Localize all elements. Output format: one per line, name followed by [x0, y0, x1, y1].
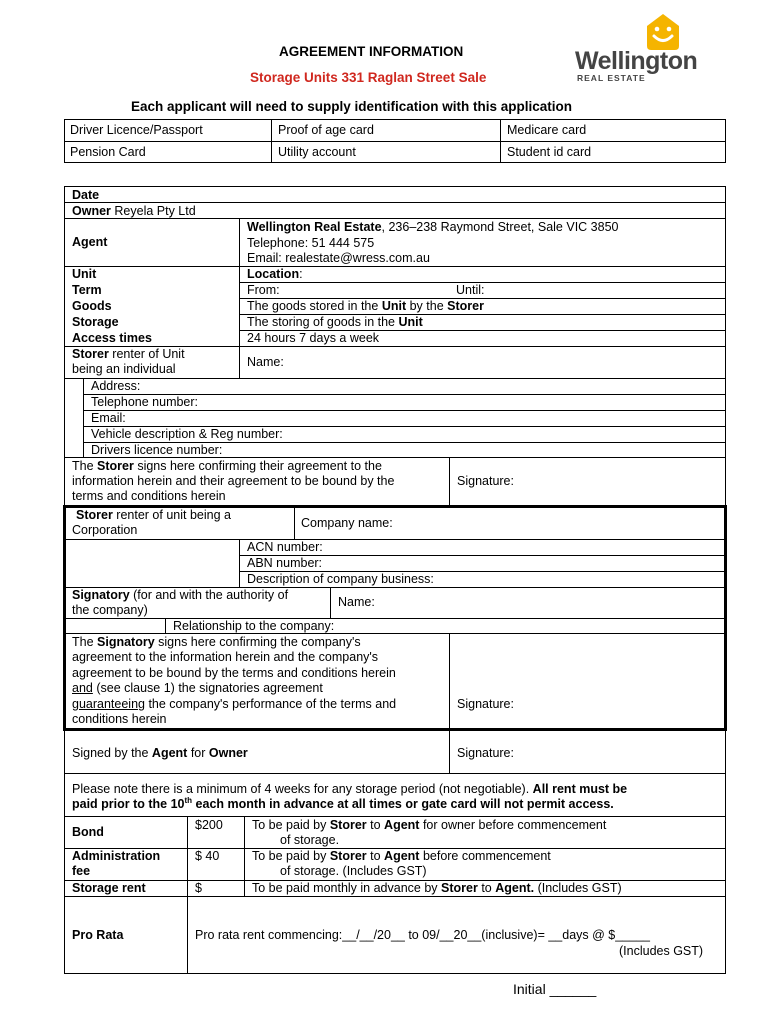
- signatory-desc: the company): [72, 603, 148, 617]
- until-field[interactable]: Until:: [456, 283, 485, 297]
- storage-text: The storing of goods in the Unit: [247, 315, 423, 329]
- vehicle-field[interactable]: Vehicle description & Reg number:: [91, 427, 283, 441]
- storer-sign-text-2: information herein and their agreement to be bound by the: [72, 474, 395, 488]
- admin-text: To be paid by Storer to Agent before commencement: [252, 849, 551, 863]
- rent-text: To be paid monthly in advance by Storer to Agent. (Includes GST): [252, 881, 622, 895]
- id-cell: Driver Licence/Passport: [70, 123, 203, 137]
- storer-sign-text-3: terms and conditions herein: [72, 489, 226, 503]
- admin-amount: $ 40: [195, 849, 220, 863]
- agent-email: Email: realestate@wress.com.au: [247, 251, 430, 265]
- id-cell: Student id card: [507, 145, 592, 159]
- agent-signature-field[interactable]: Signature:: [457, 746, 514, 760]
- signatory-sign-text-2: agreement to the information herein and the company's: [72, 650, 379, 664]
- term-label: Term: [72, 283, 102, 297]
- agent-phone: Telephone: 51 444 575: [247, 236, 375, 250]
- bond-amount: $200: [195, 818, 223, 832]
- agent-sign-text: Signed by the Agent for Owner: [72, 746, 248, 760]
- fees-note-2: paid prior to the 10th each month in advance at all times or gate card will not permit access.: [72, 795, 614, 811]
- storer-desc: being an individual: [72, 362, 176, 376]
- signatory-sign-text-4: and (see clause 1) the signatories agreement: [72, 681, 323, 695]
- id-cell: Utility account: [278, 145, 356, 159]
- company-name-field[interactable]: Company name:: [301, 516, 393, 530]
- id-heading: Each applicant will need to supply identification with this application: [131, 99, 573, 114]
- id-cell: Medicare card: [507, 123, 587, 137]
- rent-amount[interactable]: $: [195, 881, 202, 895]
- rent-label: Storage rent: [72, 881, 146, 895]
- from-field[interactable]: From:: [247, 283, 280, 297]
- prorata-gst: (Includes GST): [619, 944, 704, 958]
- logo-wordmark: Wellington: [575, 47, 698, 75]
- id-cell: Proof of age card: [278, 123, 374, 137]
- storer-sign-text: The Storer signs here confirming their agreement to the: [72, 459, 382, 473]
- agent-label: Agent: [72, 235, 108, 249]
- logo-subtext: REAL ESTATE: [577, 73, 646, 83]
- storage-label: Storage: [72, 315, 119, 329]
- logo-badge-icon: [643, 12, 683, 52]
- bond-text-2: of storage.: [280, 833, 340, 847]
- telephone-field[interactable]: Telephone number:: [91, 395, 199, 409]
- prorata-field[interactable]: Pro rata rent commencing:__/__/20__ to 09/__20__(inclusive)= __days @ $_____: [195, 928, 650, 942]
- location-field[interactable]: Location:: [247, 267, 303, 281]
- id-cell: Pension Card: [70, 145, 146, 159]
- unit-label: Unit: [72, 267, 97, 281]
- agent-details: Wellington Real Estate, 236–238 Raymond Street, Sale VIC 3850: [247, 220, 619, 234]
- signatory-label: Signatory (for and with the authority of: [72, 588, 289, 602]
- date-label: Date: [72, 188, 100, 202]
- signatory-sign-text-6: conditions herein: [72, 712, 167, 726]
- goods-text: The goods stored in the Unit by the Storer: [247, 299, 484, 313]
- corp-storer-label: Storer renter of unit being a: [76, 508, 231, 522]
- storer-signature-field[interactable]: Signature:: [457, 474, 514, 488]
- fees-note: Please note there is a minimum of 4 weeks for any storage period (not negotiable). All rent must be: [72, 782, 628, 796]
- business-field[interactable]: Description of company business:: [247, 572, 434, 586]
- licence-field[interactable]: Drivers licence number:: [91, 443, 223, 457]
- abn-field[interactable]: ABN number:: [247, 556, 323, 570]
- access-label: Access times: [72, 331, 152, 345]
- storer-label: Storer renter of Unit: [72, 347, 185, 361]
- bond-label: Bond: [72, 825, 104, 839]
- initial-field[interactable]: Initial ______: [513, 981, 597, 997]
- signatory-sign-text-5: guaranteeing the company's performance of the terms and: [72, 697, 397, 711]
- page-subtitle: Storage Units 331 Raglan Street Sale: [250, 70, 487, 85]
- storer-name-field[interactable]: Name:: [247, 355, 284, 369]
- admin-label-2: fee: [72, 864, 91, 878]
- prorata-label: Pro Rata: [72, 928, 124, 942]
- signatory-signature-field[interactable]: Signature:: [457, 697, 514, 711]
- admin-label: Administration: [72, 849, 161, 863]
- relationship-field[interactable]: Relationship to the company:: [173, 619, 335, 633]
- goods-label: Goods: [72, 299, 112, 313]
- admin-text-2: of storage. (Includes GST): [280, 864, 427, 878]
- email-field[interactable]: Email:: [91, 411, 126, 425]
- owner-row: Owner Reyela Pty Ltd: [72, 204, 196, 218]
- bond-text: To be paid by Storer to Agent for owner before commencement: [252, 818, 607, 832]
- address-field[interactable]: Address:: [91, 379, 141, 393]
- signatory-sign-text: The Signatory signs here confirming the company's: [72, 635, 361, 649]
- signatory-name-field[interactable]: Name:: [338, 595, 375, 609]
- signatory-sign-text-3: agreement to be bound by the terms and conditions herein: [72, 666, 396, 680]
- acn-field[interactable]: ACN number:: [247, 540, 323, 554]
- access-value: 24 hours 7 days a week: [247, 331, 380, 345]
- corp-storer-desc: Corporation: [72, 523, 138, 537]
- page-title: AGREEMENT INFORMATION: [279, 44, 464, 59]
